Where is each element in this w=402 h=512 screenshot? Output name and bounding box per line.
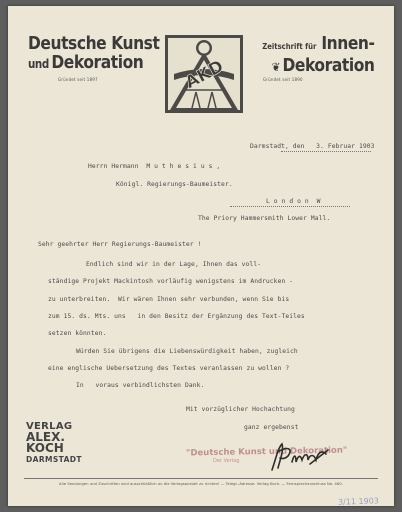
body-line-3: zu unterbreiten. Wir wären Ihnen sehr verbunden, wenn Sie bis: [48, 296, 290, 303]
masthead-right: [262, 34, 374, 77]
masthead-left-founded: Gründet seit 1897: [58, 77, 98, 82]
recipient-line-4: The Priory Hammersmith Lower Mall.: [198, 215, 331, 222]
place-date: Darmstadt, den 3. Februar 1903: [250, 143, 375, 150]
archive-note: 3/11 1903: [337, 496, 380, 507]
publisher-line-4: DARMSTADT: [26, 455, 82, 464]
recipient-line-2: Königl. Regierungs-Baumeister.: [116, 181, 233, 188]
footer-note: Alle Sendungen und Zuschriften sind ausschließlich an die Verlagsanstalt zu richten! — Telegr.-Adresse: Verlag Koch. — Fernsprechanschluss No. 460.: [59, 482, 343, 486]
publisher-line-3: KOCH: [26, 441, 64, 455]
closing-line-2: ganz ergebenst: [244, 424, 299, 431]
body-line-5: setzen könnten.: [48, 330, 107, 337]
body-line-4: zum 15. ds. Mts. uns in den Besitz der Ergänzung des Text-Teiles: [48, 313, 305, 320]
recipient-rule: [230, 206, 350, 207]
publisher-mark: [26, 421, 82, 465]
masthead-right-ornament-icon: ❦: [271, 60, 280, 74]
akd-logo-icon: [164, 34, 244, 114]
recipient-line-1: Herrn Hermann M u t h e s i u s ,: [88, 163, 221, 170]
publisher-stamp: "Deutsche Kunst und Dekoration": [185, 445, 348, 459]
publisher-line-2: ALEX.: [26, 430, 65, 444]
salutation: Sehr geehrter Herr Regierungs-Baumeister !: [38, 241, 202, 248]
body-line-7: eine englische Uebersetzung des Textes veranlassen zu wollen ?: [48, 365, 290, 372]
date-rule: [281, 151, 371, 152]
handwritten-signature: [266, 440, 336, 474]
body-line-6: Würden Sie übrigens die Liebenswürdigkeit haben, zugleich: [76, 348, 298, 355]
body-line-8: In voraus verbindlichsten Dank.: [76, 382, 205, 389]
masthead-right-line1: Innen-: [320, 33, 374, 54]
letter-sheet: [8, 6, 394, 506]
publisher-line-1: VERLAG: [26, 421, 73, 432]
masthead-left-line1: Deutsche Kunst: [28, 33, 160, 54]
masthead-right-line2: Dekoration: [281, 55, 374, 76]
body-line-2: ständige Projekt Mackintosh vorläufig wenigstens im Andrucken -: [48, 278, 294, 285]
body-line-1: Endlich sind wir in der Lage, Ihnen das voll-: [86, 261, 262, 268]
footer-rule: [24, 478, 378, 479]
publisher-stamp-sub: Der Verlag: [213, 458, 240, 464]
masthead-left-and: und: [28, 57, 49, 71]
masthead-left-line2: Dekoration: [51, 52, 144, 73]
recipient-line-3: L o n d o n W: [266, 198, 321, 205]
closing-line-1: Mit vorzüglicher Hochachtung: [186, 406, 295, 413]
logo-monogram: AKD: [181, 56, 228, 94]
masthead-left: [28, 34, 159, 74]
masthead-right-prefix: Zeitschrift für: [261, 42, 316, 51]
masthead-right-founded: Gründet seit 1890: [263, 77, 303, 82]
